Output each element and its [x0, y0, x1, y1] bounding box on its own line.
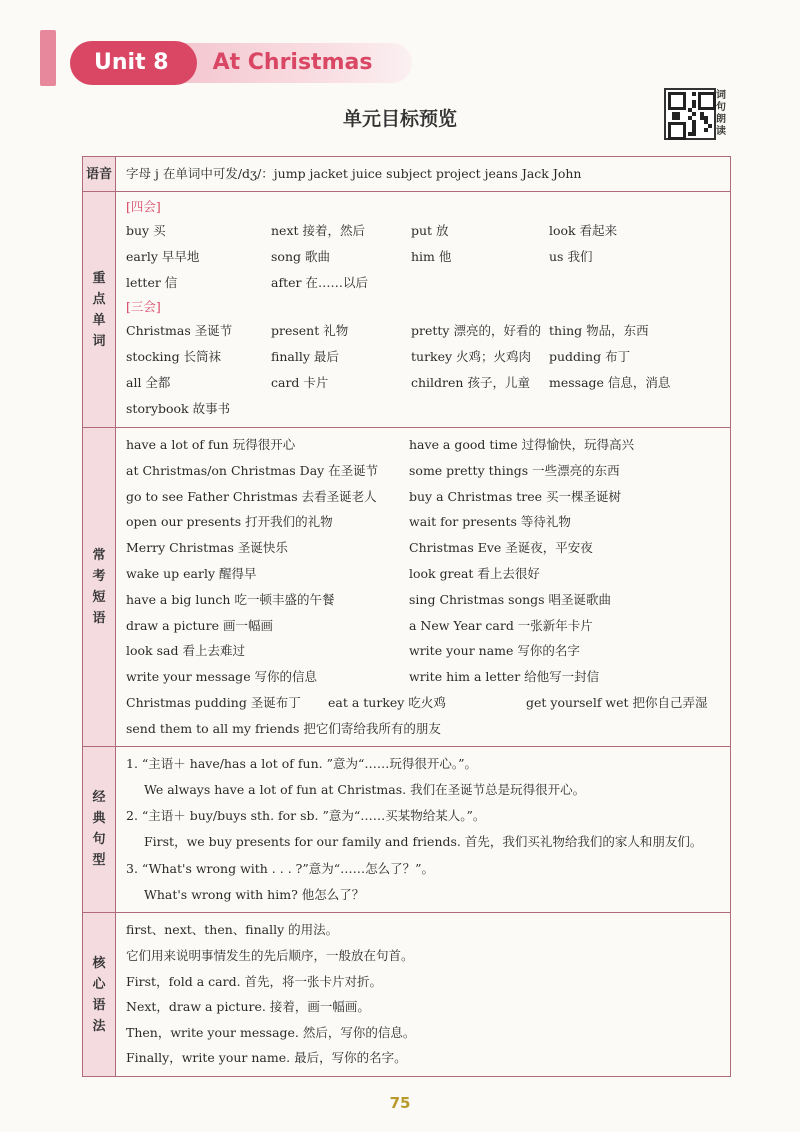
pronunciation-text: 字母 j 在单词中可发/dʒ/：jump jacket juice subject project jeans Jack John [126, 166, 582, 181]
qr-module [692, 112, 696, 116]
four-skill-tag: [四会] [126, 199, 161, 214]
phrases-row [83, 428, 731, 747]
vocab-word: pretty 漂亮的，好看的 [411, 323, 541, 338]
qr-finder [668, 92, 686, 110]
qr-module [692, 92, 696, 96]
grammar-line: Finally，write your name. 最后，写你的名字。 [126, 1050, 407, 1066]
sentence-example: We always have a lot of fun at Christmas. 我们在圣诞节总是玩得很开心。 [144, 781, 586, 797]
vocab-word [271, 396, 411, 422]
phrases-label [83, 428, 116, 747]
phrase-item: have a big lunch 吃一顿丰盛的午餐 [126, 591, 335, 607]
qr-finder [698, 92, 716, 110]
phrase-item: a New Year card 一张新年卡片 [409, 617, 593, 633]
vocab-word: song 歌曲 [271, 249, 330, 264]
label-char: 语 [92, 997, 106, 1013]
pronunciation-row [83, 157, 731, 192]
phrase-item: draw a picture 画一幅画 [126, 617, 273, 633]
unit-label: Unit 8 [70, 41, 197, 85]
vocab-word [549, 396, 722, 422]
label-char: 句 [92, 832, 106, 848]
grammar-line: first、next、then、finally 的用法。 [126, 922, 339, 938]
qr-module [692, 132, 696, 136]
sentence-rule: 1. “主语＋ have/has a lot of fun. ”意为“……玩得很开心。”。 [126, 755, 477, 771]
grammar-label [83, 913, 116, 1077]
phrase-item: some pretty things 一些漂亮的东西 [409, 462, 620, 478]
phrase-triple [126, 690, 722, 716]
label-char: 经 [92, 790, 106, 806]
sentence-rule: 2. “主语＋ buy/buys sth. for sb. ”意为“……买某物给某人。”。 [126, 808, 486, 824]
qr-module [676, 116, 680, 120]
phrase-item: send them to all my friends 把它们寄给我所有的朋友 [126, 720, 441, 736]
phrase-item: have a good time 过得愉快，玩得高兴 [409, 437, 635, 452]
sentences-content [116, 746, 731, 913]
vocab-word: storybook 故事书 [126, 401, 231, 416]
vocab-word: us 我们 [549, 249, 593, 264]
label-char: 单 [92, 312, 106, 328]
phrase-item: Merry Christmas 圣诞快乐 [126, 540, 288, 556]
phrase-item: write your name 写你的名字 [409, 643, 580, 659]
vocab-word: him 他 [411, 249, 452, 264]
qr-module [708, 124, 712, 128]
phrase-item: at Christmas/on Christmas Day 在圣诞节 [126, 462, 379, 478]
phrases-content [116, 428, 731, 747]
grammar-row [83, 913, 731, 1077]
phrase-item: have a lot of fun 玩得很开心 [126, 437, 296, 452]
phrase-item: wait for presents 等待礼物 [409, 514, 571, 530]
grammar-line: Next，draw a picture. 接着，画一幅画。 [126, 999, 370, 1015]
label-char: 典 [92, 811, 106, 827]
vocab-word: thing 物品，东西 [549, 323, 649, 338]
unit-banner [70, 38, 412, 88]
vocab-word [549, 270, 722, 296]
three-skill-tag: [三会] [126, 299, 161, 314]
vocab-word: turkey 火鸡；火鸡肉 [411, 349, 532, 364]
vocab-word: card 卡片 [271, 375, 329, 390]
unit-overview-table [82, 156, 731, 1077]
label-char: 语 [92, 610, 106, 626]
grammar-line: 它们用来说明事情发生的先后顺序，一般放在句首。 [126, 947, 414, 963]
phrase-item: get yourself wet 把你自己弄湿 [526, 694, 708, 710]
page-number: 75 [389, 1094, 411, 1112]
qr-caption-char: 句 [716, 102, 726, 113]
sentences-row [83, 746, 731, 913]
three-skill-words [126, 318, 722, 422]
sentence-example: First，we buy presents for our family and friends. 首先，我们买礼物给我们的家人和朋友们。 [144, 834, 703, 850]
label-char: 词 [92, 333, 106, 349]
phrase-item: Christmas pudding 圣诞布丁 [126, 694, 301, 710]
pronunciation-label [83, 157, 116, 192]
unit-title: At Christmas [177, 43, 413, 83]
pronunciation-content [116, 157, 731, 192]
section-title: 单元目标预览 [342, 108, 457, 130]
vocab-word: after 在……以后 [271, 275, 368, 290]
phrase-item: buy a Christmas tree 买一棵圣诞树 [409, 488, 621, 504]
phrase-item: sing Christmas songs 唱圣诞歌曲 [409, 591, 612, 607]
phrase-item: go to see Father Christmas 去看圣诞老人 [126, 488, 377, 504]
vocab-word [411, 396, 549, 422]
label-char: 法 [92, 1018, 106, 1034]
vocab-word: early 早早地 [126, 249, 200, 264]
phrase-pairs [126, 432, 722, 690]
vocab-word: buy 买 [126, 223, 166, 238]
qr-code-icon[interactable] [664, 88, 716, 140]
phrase-item: eat a turkey 吃火鸡 [328, 694, 446, 710]
phrase-item: Christmas Eve 圣诞夜，平安夜 [409, 540, 593, 556]
label-char: 短 [92, 589, 106, 605]
label-char: 点 [92, 291, 106, 307]
grammar-content [116, 913, 731, 1077]
vocab-word: put 放 [411, 223, 449, 238]
label-char: 核 [92, 955, 106, 971]
phrase-item: look sad 看上去难过 [126, 643, 245, 659]
vocab-word: next 接着，然后 [271, 223, 365, 238]
label-char: 考 [92, 568, 106, 584]
vocab-content [116, 192, 731, 428]
four-skill-words [126, 218, 722, 296]
vocab-word: children 孩子，儿童 [411, 375, 530, 390]
grammar-line: First，fold a card. 首先，将一张卡片对折。 [126, 973, 383, 989]
grammar-line: Then，write your message. 然后，写你的信息。 [126, 1024, 416, 1040]
label-char: 型 [92, 853, 106, 869]
vocab-word: look 看起来 [549, 223, 618, 238]
phrase-item: write your message 写你的信息 [126, 669, 318, 685]
vocab-row [83, 192, 731, 428]
label-text: 语音 [85, 166, 112, 182]
qr-caption-char: 朗 [716, 114, 726, 125]
vocab-word: all 全都 [126, 375, 171, 390]
qr-caption-char: 读 [716, 126, 726, 137]
qr-caption-char: 词 [716, 90, 726, 101]
qr-module [692, 104, 696, 108]
phrase-item: look great 看上去很好 [409, 565, 540, 581]
vocab-word: finally 最后 [271, 349, 339, 364]
vocab-word: letter 信 [126, 275, 178, 290]
sentence-rule: 3. “What's wrong with . . . ?”意为“……怎么了？”。 [126, 860, 435, 876]
vocab-word: pudding 布丁 [549, 349, 631, 364]
vocab-word: stocking 长筒袜 [126, 349, 222, 364]
phrase-item: wake up early 醒得早 [126, 565, 257, 581]
phrase-item: open our presents 打开我们的礼物 [126, 514, 333, 530]
vocab-word: message 信息，消息 [549, 375, 671, 390]
label-char: 重 [92, 270, 106, 286]
label-char: 心 [92, 976, 106, 992]
qr-module [704, 128, 708, 132]
sentence-example: What's wrong with him? 他怎么了？ [144, 887, 365, 903]
label-char: 常 [92, 547, 106, 563]
qr-finder [668, 122, 686, 140]
vocab-label [83, 192, 116, 428]
vocab-word: present 礼物 [271, 323, 349, 338]
sentences-label [83, 746, 116, 913]
vocab-word: Christmas 圣诞节 [126, 323, 233, 338]
qr-caption [716, 90, 730, 138]
vocab-word [411, 270, 549, 296]
decorative-stripe [40, 30, 56, 86]
phrase-item: write him a letter 给他写一封信 [409, 669, 600, 685]
